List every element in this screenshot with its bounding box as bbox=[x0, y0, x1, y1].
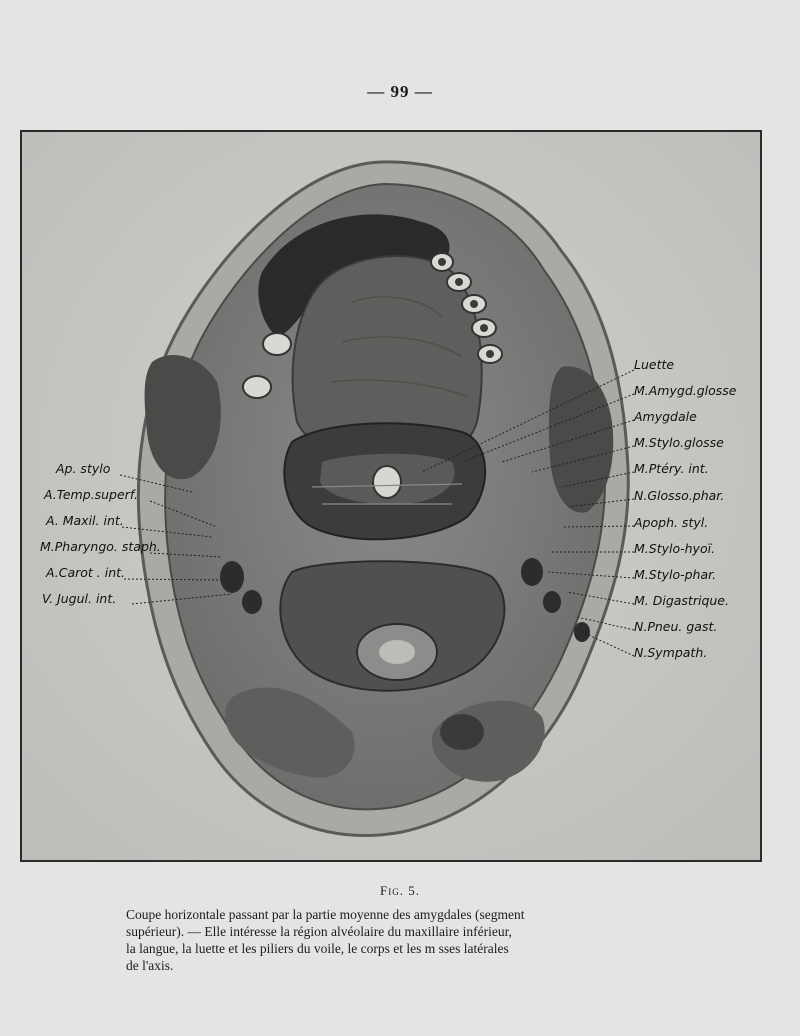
figure-number: Fig. 5. bbox=[380, 883, 420, 898]
figure-caption bbox=[126, 906, 674, 974]
label-m-stylo-glosse: M.Stylo.glosse bbox=[634, 435, 724, 450]
label-m-amygd-glosse: M.Amygd.glosse bbox=[634, 383, 737, 398]
caption-line: la langue, la luette et les piliers du voile, le corps et les m sses latérales bbox=[126, 941, 509, 956]
page-number: — 99 — bbox=[367, 82, 433, 101]
label-m-stylo-hyoi: M.Stylo-hyoï. bbox=[634, 541, 716, 556]
label-apoph-styl: Apoph. styl. bbox=[634, 515, 709, 530]
label-ap-stylo: Ap. stylo bbox=[56, 461, 111, 476]
label-n-sympath: N.Sympath. bbox=[634, 645, 708, 660]
label-amygdale: Amygdale bbox=[634, 409, 697, 424]
label-m-digastrique: M. Digastrique. bbox=[634, 593, 729, 608]
label-v-jugul-int: V. Jugul. int. bbox=[42, 591, 117, 606]
label-a-maxil-int: A. Maxil. int. bbox=[46, 513, 124, 528]
caption-line: de l'axis. bbox=[126, 958, 174, 973]
label-m-pharyngo-staph: M.Pharyngo. staph. bbox=[40, 539, 161, 554]
luette-shape bbox=[373, 466, 401, 498]
label-m-stylo-phar: M.Stylo-phar. bbox=[634, 567, 717, 582]
label-a-carot-int: A.Carot . int. bbox=[46, 565, 126, 580]
label-n-pneu-gast: N.Pneu. gast. bbox=[634, 619, 718, 634]
label-a-temp-superf: A.Temp.superf. bbox=[44, 487, 138, 502]
label-m-ptery-int: M.Ptéry. int. bbox=[634, 461, 709, 476]
anatomical-plate bbox=[20, 130, 762, 862]
caption-line: supérieur). — Elle intéresse la région alvéolaire du maxillaire inférieur, bbox=[126, 924, 512, 939]
label-n-glosso-phar: N.Glosso.phar. bbox=[634, 488, 725, 503]
label-luette: Luette bbox=[634, 357, 675, 372]
caption-line: Coupe horizontale passant par la partie moyenne des amygdales (segment bbox=[126, 907, 525, 922]
